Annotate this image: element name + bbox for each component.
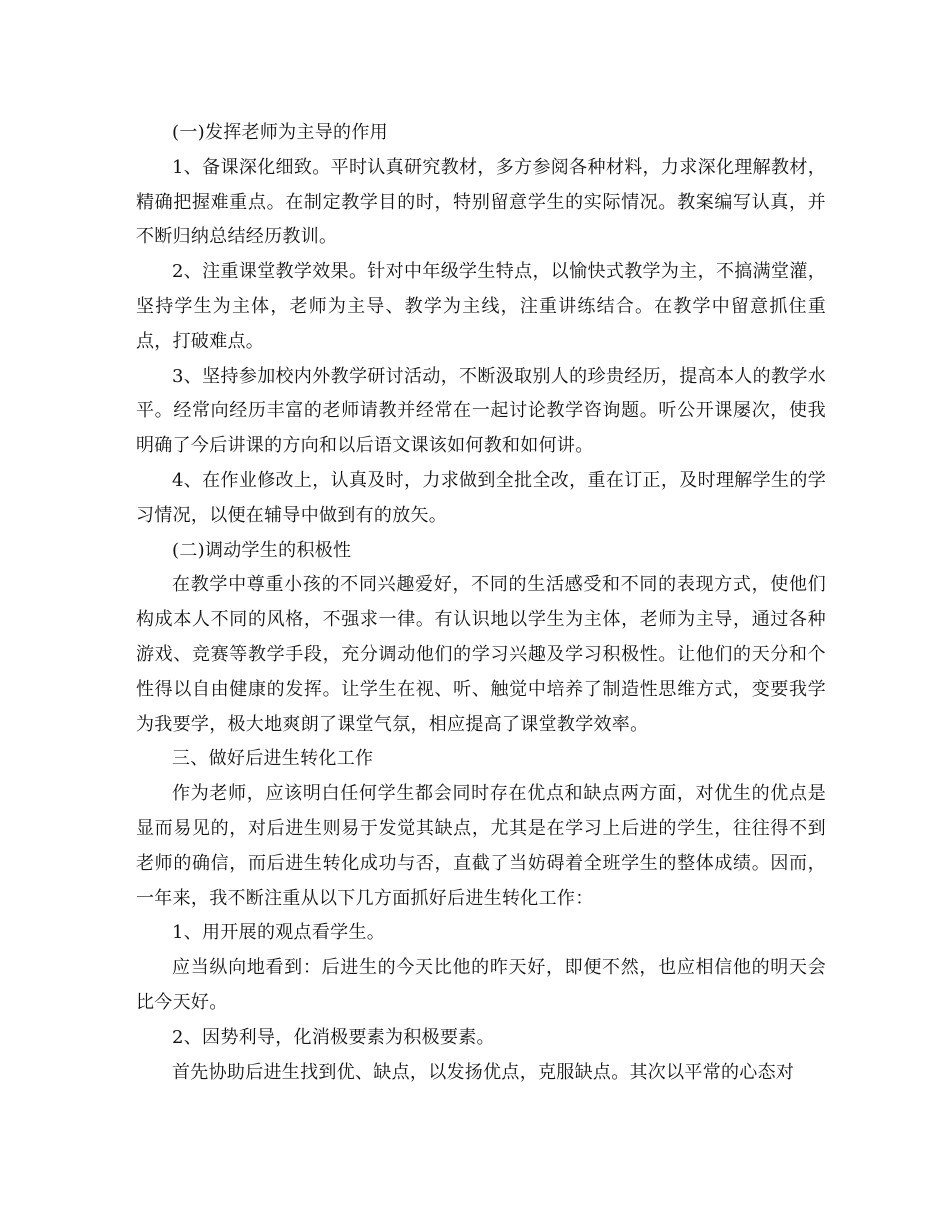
paragraph: 2、注重课堂教学效果。针对中年级学生特点，以愉快式教学为主，不搞满堂灌，坚持学生为主体，老师为主导、教学为主线，注重讲练结合。在教学中留意抓住重点，打破难点。 xyxy=(136,261,826,352)
list-item-heading: 2、因势利导，化消极要素为积极要素。 xyxy=(172,1026,495,1048)
paragraph: 1、备课深化细致。平时认真研究教材，多方参阅各种材料，力求深化理解教材，精确把握难重点。在制定教学目的时，特别留意学生的实际情况。教案编写认真，并不断归纳总结经历教训。 xyxy=(136,156,826,248)
list-item-heading: 1、用开展的观点看学生。 xyxy=(172,922,386,944)
paragraph: 作为老师，应该明白任何学生都会同时存在优点和缺点两方面，对优生的优点是显而易见的，对后进生则易于发觉其缺点，尤其是在学习上后进的学生，往往得不到老师的确信，而后进生转化成功与否，直截了当妨碍着全班学生的整体成绩。因而，一年来，我不断注重从以下几方面抓好后进生转化工作： xyxy=(136,783,826,909)
paragraph: 应当纵向地看到：后进生的今天比他的昨天好，即便不然，也应相信他的明天会比今天好。 xyxy=(136,957,826,1013)
section-heading-3: 三、做好后进生转化工作 xyxy=(172,748,374,770)
section-heading-1: (一)发挥老师为主导的作用 xyxy=(172,122,388,143)
document-body xyxy=(136,116,826,1090)
paragraph: 首先协助后进生找到优、缺点，以发扬优点，克服缺点。其次以平常的心态对 xyxy=(172,1061,795,1083)
paragraph: 3、坚持参加校内外教学研讨活动，不断汲取别人的珍贵经历，提高本人的教学水平。经常向经历丰富的老师请教并经常在一起讨论教学咨询题。听公开课屡次，使我明确了今后讲课的方向和以后语文课该如何教和如何讲。 xyxy=(136,365,826,457)
section-heading-2: (二)调动学生的积极性 xyxy=(172,539,352,561)
paragraph: 在教学中尊重小孩的不同兴趣爱好，不同的生活感受和不同的表现方式，使他们构成本人不同的风格，不强求一律。有认识地以学生为主体，老师为主导，通过各种游戏、竞赛等教学手段，充分调动他们的学习兴趣及学习积极性。让他们的天分和个性得以自由健康的发挥。让学生在视、听、触觉中培养了制造性思维方式，变要我学为我要学，极大地爽朗了课堂气氛，相应提高了课堂教学效率。 xyxy=(136,574,826,735)
paragraph: 4、在作业修改上，认真及时，力求做到全批全改，重在订正，及时理解学生的学习情况，以便在辅导中做到有的放矢。 xyxy=(136,469,826,526)
